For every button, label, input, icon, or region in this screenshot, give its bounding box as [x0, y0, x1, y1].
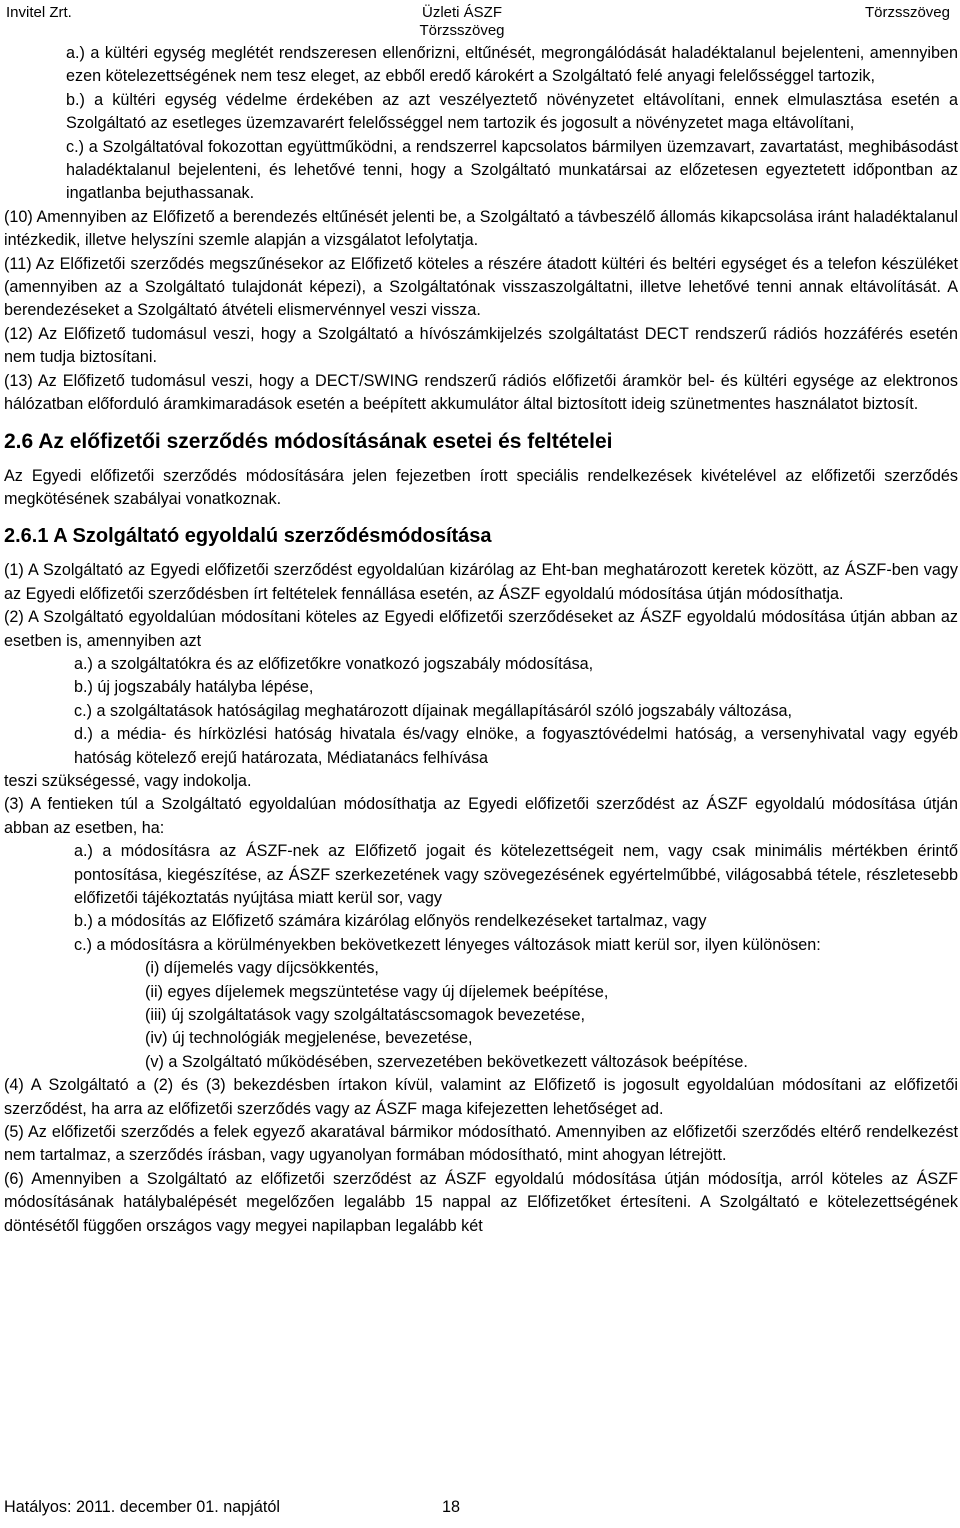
paragraph: (5) Az előfizetői szerződés a felek egyező akaratával bármikor módosítható. Amennyiben az előfizetői szerződés eltérő rendelkezést nem tartalmaz, a szerződés írásban, vagy ugyanolyan formában módosítható, mint ahogyan létrejött. — [4, 1123, 958, 1165]
paragraph: (11) Az Előfizetői szerződés megszűnésekor az Előfizető köteles a részére átadott kültéri és beltéri egységet és a telefon készüléket (amennyiben az a Szolgáltató tulajdonát képezi), a Szolgáltatónak visszaszolgáltatni, illetve lehetővé tenni annak eltávolítását. A berendezéseket a Szolgáltató átvételi elismervénnyel veszi vissza. — [4, 254, 958, 320]
header-section: Törzsszöveg — [864, 4, 950, 21]
list-item: (v) a Szolgáltató működésében, szervezetében bekövetkezett változások beépítése. — [145, 1052, 748, 1071]
paragraph: (1) A Szolgáltató az Egyedi előfizetői szerződést egyoldalúan kizárólag az Eht-ban meghatározott keretek között, az ÁSZF-ben vagy az Egyedi előfizetői szerződésben írt feltételek fennállása esetén, az ÁSZF egyoldalú módosítása útján módosíthatja. — [4, 561, 958, 603]
list-item: a.) a kültéri egység meglétét rendszeresen ellenőrizni, eltűnését, megrongálódását haladéktalanul bejelenteni, amennyiben ezen kötelezettségének nem tesz eleget, az ebből eredő károkért a Szolgáltató felé anyagi felelősséggel tartozik, — [66, 44, 958, 86]
paragraph: (4) A Szolgáltató a (2) és (3) bekezdésben írtakon kívül, valamint az Előfizető is jogosult egyoldalúan módosítani az előfizetői szerződést, ha arra az előfizetői szerződés vagy az ÁSZF maga kifejezetten lehetőséget ad. — [4, 1076, 958, 1118]
paragraph: teszi szükségessé, vagy indokolja. — [4, 771, 252, 790]
subsection-heading: 2.6.1 A Szolgáltató egyoldalú szerződésmódosítása — [4, 525, 492, 548]
header-company: Invitel Zrt. — [6, 4, 72, 21]
page-header — [0, 0, 960, 48]
list-item: d.) a média- és hírközlési hatóság hivatala és/vagy elnöke, a fogyasztóvédelmi hatóság, a versenyhivatal vagy egyéb hatóság kötelező erejű határozata, Médiatanács felhívása — [74, 725, 958, 767]
paragraph: (13) Az Előfizető tudomásul veszi, hogy a DECT/SWING rendszerű rádiós előfizetői áramkör bel- és kültéri egysége az elektronos hálózatban előforduló áramkimaradások esetén a beépített akkumulátor által biztosított ideig szünetmentes használatot biztosít. — [4, 371, 958, 414]
list-item: (iii) új szolgáltatások vagy szolgáltatáscsomagok bevezetése, — [145, 1006, 585, 1025]
list-item: (i) díjemelés vagy díjcsökkentés, — [145, 959, 379, 978]
list-item: b.) a módosítás az Előfizető számára kizárólag előnyös rendelkezéseket tartalmaz, vagy — [74, 912, 707, 931]
list-item: c.) a Szolgáltatóval fokozottan együttműködni, a rendszerrel kapcsolatos bármilyen üzemzavart, zavartatást, meghibásodást haladéktalanul bejelenteni, és lehetővé tenni, hogy a Szolgáltató munkatársai az előzetesen egyeztetett időpontban az ingatlanba bejuthassanak. — [66, 137, 958, 203]
list-item: (ii) egyes díjelemek megszüntetése vagy új díjelemek beépítése, — [145, 982, 609, 1001]
list-item: b.) új jogszabály hatályba lépése, — [74, 678, 314, 697]
list-item: b.) a kültéri egység védelme érdekében az azt veszélyeztető növényzetet eltávolítani, ennek elmulasztása esetén a Szolgáltató az esetleges üzemzavarért felelősséggel nem tartozik és jogosult a növényzetet maga eltávolítani, — [66, 90, 958, 133]
paragraph: (6) Amennyiben a Szolgáltató az előfizetői szerződést az ÁSZF egyoldalú módosítása útján módosítja, arról köteles az ÁSZF módosításának hatálybalépését megelőzően legalább 15 nappal az Előfizetőket értesíteni. A Szolgáltató e kötelezettségének döntésétől függően országos vagy megyei napilapban legalább két — [4, 1169, 958, 1235]
list-item: (iv) új technológiák megjelenése, bevezetése, — [145, 1029, 473, 1048]
list-item: a.) a módosításra az ÁSZF-nek az Előfizető jogait és kötelezettségeit nem, vagy csak minimális mértékben érintő pontosítása, kiegészítése, az ÁSZF szerkezetének vagy szövegezésének egyértelműbbé, világosabbá tétele, részletesebb előfizetői tájékoztatás nyújtása miatt kerül sor, vagy — [74, 842, 958, 907]
paragraph: (2) A Szolgáltató egyoldalúan módosítani köteles az Egyedi előfizetői szerződéseket az ÁSZF egyoldalú módosítása útján abban az esetben is, amennyiben azt — [4, 608, 958, 650]
footer-effective-date: Hatályos: 2011. december 01. napjától — [4, 1498, 280, 1516]
paragraph: (12) Az Előfizető tudomásul veszi, hogy a Szolgáltató a hívószámkijelzés szolgáltatást DECT rendszerű rádiós hozzáférés esetén nem tudja biztosítani. — [4, 324, 958, 367]
paragraph: Az Egyedi előfizetői szerződés módosítására jelen fejezetben írott speciális rendelkezések kivételével az előfizetői szerződés megkötésének szabályai vonatkoznak. — [4, 466, 958, 508]
list-item: c.) a módosításra a körülményekben bekövetkezett lényeges változások miatt kerül sor, ilyen különösen: — [74, 935, 821, 954]
section-heading: 2.6 Az előfizetői szerződés módosításának esetei és feltételei — [4, 429, 613, 453]
paragraph: (3) A fentieken túl a Szolgáltató egyoldalúan módosíthatja az Egyedi előfizetői szerződést az ÁSZF egyoldalú módosítása útján abban az esetben, ha: — [4, 795, 958, 837]
page-number: 18 — [442, 1498, 461, 1516]
list-item: a.) a szolgáltatókra és az előfizetőkre vonatkozó jogszabály módosítása, — [74, 654, 594, 673]
header-document-title: Üzleti ÁSZF Törzsszöveg — [419, 4, 505, 39]
paragraph: (10) Amennyiben az Előfizető a berendezés eltűnését jelenti be, a Szolgáltató a távbeszélő állomás kikapcsolása iránt haladéktalanul intézkedik, illetve helyszíni szemle alapján a vizsgálatot lefolytatja. — [4, 207, 958, 250]
list-item: c.) a szolgáltatások hatóságilag meghatározott díjainak megállapításáról szóló jogszabály változása, — [74, 701, 793, 720]
document-body — [4, 42, 958, 1238]
